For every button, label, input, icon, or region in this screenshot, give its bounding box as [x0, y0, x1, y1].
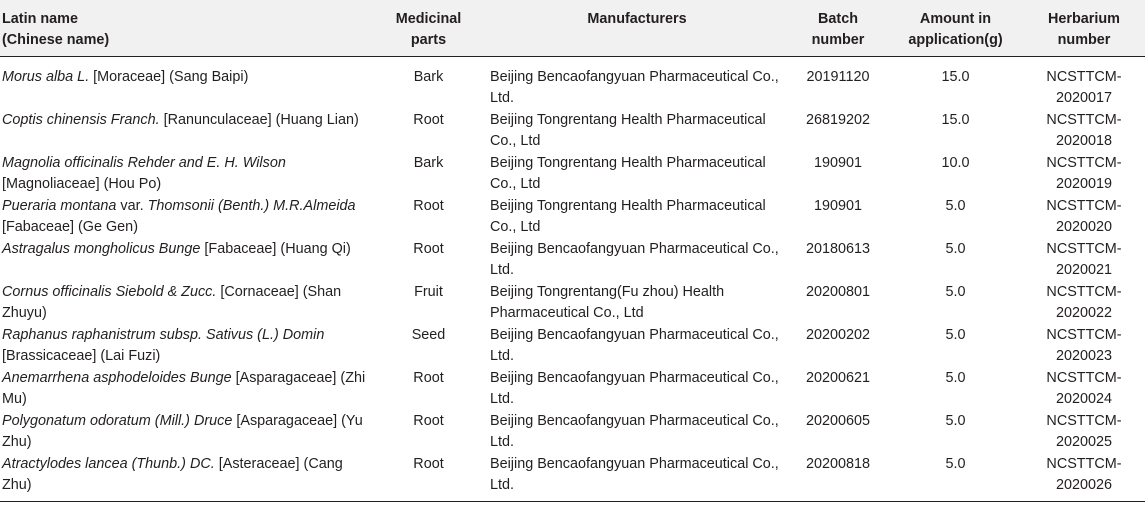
cell-manufacturer: Beijing Bencaofangyuan Pharmaceutical Co., Ltd.	[490, 412, 779, 450]
cell-herbarium-number	[1023, 239, 1145, 282]
header-manufacturers	[486, 0, 788, 57]
table-row	[0, 196, 1145, 239]
table-row	[0, 325, 1145, 368]
latin-name-italic: Raphanus raphanistrum subsp. Sativus (L.) Domin	[2, 326, 325, 343]
latin-name-rest: [Asparagaceae] (Yu Zhu)	[2, 412, 363, 450]
latin-name-italic: Cornus officinalis Siebold & Zucc.	[2, 283, 217, 300]
herbarium-line1: NCSTTCM-	[1046, 412, 1122, 429]
cell-amount: 5.0	[945, 326, 966, 343]
header-batch-number-line2: number	[811, 32, 865, 48]
table-row	[0, 282, 1145, 325]
latin-name-italic: Magnolia officinalis Rehder and E. H. Wilson	[2, 154, 286, 171]
latin-name-rest: [Magnoliaceae] (Hou Po)	[2, 175, 162, 192]
cell-medicinal-part: Root	[413, 369, 444, 386]
cell-batch-number: 190901	[813, 154, 863, 171]
cell-herbarium-number	[1023, 196, 1145, 239]
herbarium-line2: 2020023	[1055, 347, 1113, 364]
cell-medicinal-part: Bark	[413, 69, 444, 85]
cell-manufacturer: Beijing Tongrentang(Fu zhou) Health Pharmaceutical Co., Ltd	[490, 283, 725, 321]
cell-manufacturer: Beijing Bencaofangyuan Pharmaceutical Co., Ltd.	[490, 69, 779, 106]
cell-medicinal-part: Fruit	[414, 283, 443, 300]
latin-name-italic: Atractylodes lancea (Thunb.) DC.	[2, 455, 215, 472]
cell-herbarium-number	[1023, 110, 1145, 153]
header-batch-number-line1: Batch	[818, 11, 858, 27]
cell-medicinal-part: Root	[413, 111, 444, 128]
cell-herbarium-number	[1023, 454, 1145, 502]
cell-herbarium-number	[1023, 325, 1145, 368]
latin-name-rest: [Asteraceae] (Cang Zhu)	[2, 455, 343, 493]
cell-batch-number: 20200605	[805, 412, 871, 429]
cell-amount: 5.0	[945, 283, 966, 300]
cell-latin-name	[0, 110, 371, 153]
herbarium-line2: 2020025	[1055, 433, 1113, 450]
table-row	[0, 411, 1145, 454]
cell-amount: 15.0	[941, 111, 970, 128]
header-medicinal-parts-line2: parts	[410, 32, 447, 48]
latin-name-italic: Pueraria montana	[2, 197, 117, 214]
cell-manufacturer: Beijing Bencaofangyuan Pharmaceutical Co., Ltd.	[486, 454, 788, 502]
header-amount	[888, 0, 1023, 57]
latin-name-rest: [Fabaceae] (Huang Qi)	[200, 240, 351, 257]
table-row	[0, 239, 1145, 282]
herbarium-line1: NCSTTCM-	[1046, 369, 1122, 386]
latin-name-rest: [Ranunculaceae] (Huang Lian)	[159, 111, 359, 128]
herbarium-line2: 2020017	[1055, 90, 1113, 106]
cell-amount: 10.0	[941, 154, 970, 171]
cell-herbarium-number	[1023, 153, 1145, 196]
herbarium-line2: 2020024	[1055, 390, 1113, 407]
cell-batch-number: 190901	[813, 197, 863, 214]
latin-name-rest: [Cornaceae] (Shan Zhuyu)	[2, 283, 342, 321]
herbarium-line1: NCSTTCM-	[1046, 455, 1122, 472]
header-row	[0, 0, 1145, 57]
cell-batch-number: 20200621	[805, 369, 871, 386]
cell-herbarium-number	[1023, 282, 1145, 325]
cell-manufacturer: Beijing Tongrentang Health Pharmaceutical Co., Ltd	[490, 111, 766, 149]
table-header	[0, 0, 1145, 57]
cell-amount: 5.0	[945, 197, 966, 214]
cell-manufacturer: Beijing Tongrentang Health Pharmaceutical Co., Ltd	[490, 154, 766, 192]
herbarium-line1: NCSTTCM-	[1046, 154, 1122, 171]
cell-batch-number: 20200818	[788, 454, 888, 502]
latin-name-italic: Coptis chinensis Franch.	[2, 111, 160, 128]
header-batch-number	[788, 0, 888, 57]
cell-batch-number: 20200801	[805, 283, 871, 300]
herbarium-line2: 2020018	[1055, 132, 1113, 149]
cell-latin-name	[0, 153, 371, 196]
header-herbarium-number	[1023, 0, 1145, 57]
cell-medicinal-part: Root	[371, 454, 486, 502]
herbarium-line2: 2020026	[1055, 476, 1113, 493]
herbarium-line1: NCSTTCM-	[1046, 111, 1122, 128]
herbarium-line1: NCSTTCM-	[1046, 283, 1122, 300]
table-row	[0, 454, 1145, 502]
cell-manufacturer: Beijing Bencaofangyuan Pharmaceutical Co., Ltd.	[490, 240, 779, 278]
cell-manufacturer: Beijing Bencaofangyuan Pharmaceutical Co., Ltd.	[490, 326, 779, 364]
table-row	[0, 57, 1145, 110]
table-row	[0, 368, 1145, 411]
cell-batch-number: 20200202	[805, 326, 871, 343]
cell-medicinal-part: Bark	[413, 154, 444, 171]
cell-latin-name	[0, 454, 371, 502]
herbarium-line1: NCSTTCM-	[1046, 69, 1122, 85]
cell-latin-name	[0, 239, 371, 282]
cell-medicinal-part: Root	[413, 197, 444, 214]
header-herbarium-line2: number	[1057, 32, 1111, 48]
header-latin-name	[0, 0, 371, 57]
table-row	[0, 110, 1145, 153]
cell-amount: 15.0	[941, 69, 970, 85]
header-latin-name-line2: (Chinese name)	[2, 32, 110, 48]
cell-amount: 5.0	[888, 454, 1023, 502]
cell-latin-name	[0, 282, 371, 325]
header-amount-line1: Amount in	[919, 11, 992, 27]
latin-name-italic-b: Thomsonii (Benth.) M.R.Almeida	[147, 197, 356, 214]
herbarium-line1: NCSTTCM-	[1046, 326, 1122, 343]
herbarium-line2: 2020022	[1055, 304, 1113, 321]
cell-latin-name	[0, 196, 371, 239]
latin-name-rest: [Fabaceae] (Ge Gen)	[2, 218, 138, 235]
latin-name-italic: Anemarrhena asphodeloides Bunge	[2, 369, 232, 386]
header-amount-line2: application(g)	[908, 32, 1003, 48]
header-herbarium-line1: Herbarium	[1048, 11, 1120, 27]
cell-batch-number: 26819202	[805, 111, 871, 128]
latin-name-italic: Polygonatum odoratum (Mill.) Druce	[2, 412, 233, 429]
latin-name-italic: Astragalus mongholicus Bunge	[2, 240, 201, 257]
herbarium-line2: 2020021	[1055, 261, 1113, 278]
herbarium-line2: 2020020	[1055, 218, 1113, 235]
header-manufacturers-label: Manufacturers	[587, 11, 687, 27]
cell-herbarium-number	[1023, 368, 1145, 411]
cell-manufacturer: Beijing Tongrentang Health Pharmaceutical Co., Ltd	[490, 197, 766, 235]
herbarium-line1: NCSTTCM-	[1046, 240, 1122, 257]
latin-name-rest: [Brassicaceae] (Lai Fuzi)	[2, 347, 161, 364]
header-medicinal-parts-line1: Medicinal	[395, 11, 462, 27]
cell-latin-name	[0, 411, 371, 454]
table-row	[0, 153, 1145, 196]
header-latin-name-line1: Latin name	[2, 11, 78, 27]
cell-amount: 5.0	[945, 412, 966, 429]
latin-name-italic: Morus alba L.	[2, 69, 90, 85]
cell-medicinal-part: Seed	[411, 326, 446, 343]
cell-manufacturer: Beijing Bencaofangyuan Pharmaceutical Co., Ltd.	[490, 369, 779, 407]
herbarium-line2: 2020019	[1055, 175, 1113, 192]
header-medicinal-parts	[371, 0, 486, 57]
cell-batch-number: 20191120	[806, 69, 870, 85]
table-body	[0, 57, 1145, 502]
cell-latin-name	[0, 368, 371, 411]
cell-herbarium-number	[1023, 411, 1145, 454]
cell-amount: 5.0	[945, 240, 966, 257]
cell-latin-name	[0, 57, 371, 110]
cell-medicinal-part: Root	[413, 412, 444, 429]
cell-latin-name	[0, 325, 371, 368]
latin-name-rest: [Moraceae] (Sang Baipi)	[89, 69, 249, 85]
cell-amount: 5.0	[945, 369, 966, 386]
herbarium-line1: NCSTTCM-	[1046, 197, 1122, 214]
latin-name-mid: var.	[116, 197, 148, 214]
cell-medicinal-part: Root	[413, 240, 444, 257]
cell-batch-number: 20180613	[805, 240, 871, 257]
latin-name-rest: [Asparagaceae] (Zhi Mu)	[2, 369, 366, 407]
cell-herbarium-number	[1023, 57, 1145, 110]
